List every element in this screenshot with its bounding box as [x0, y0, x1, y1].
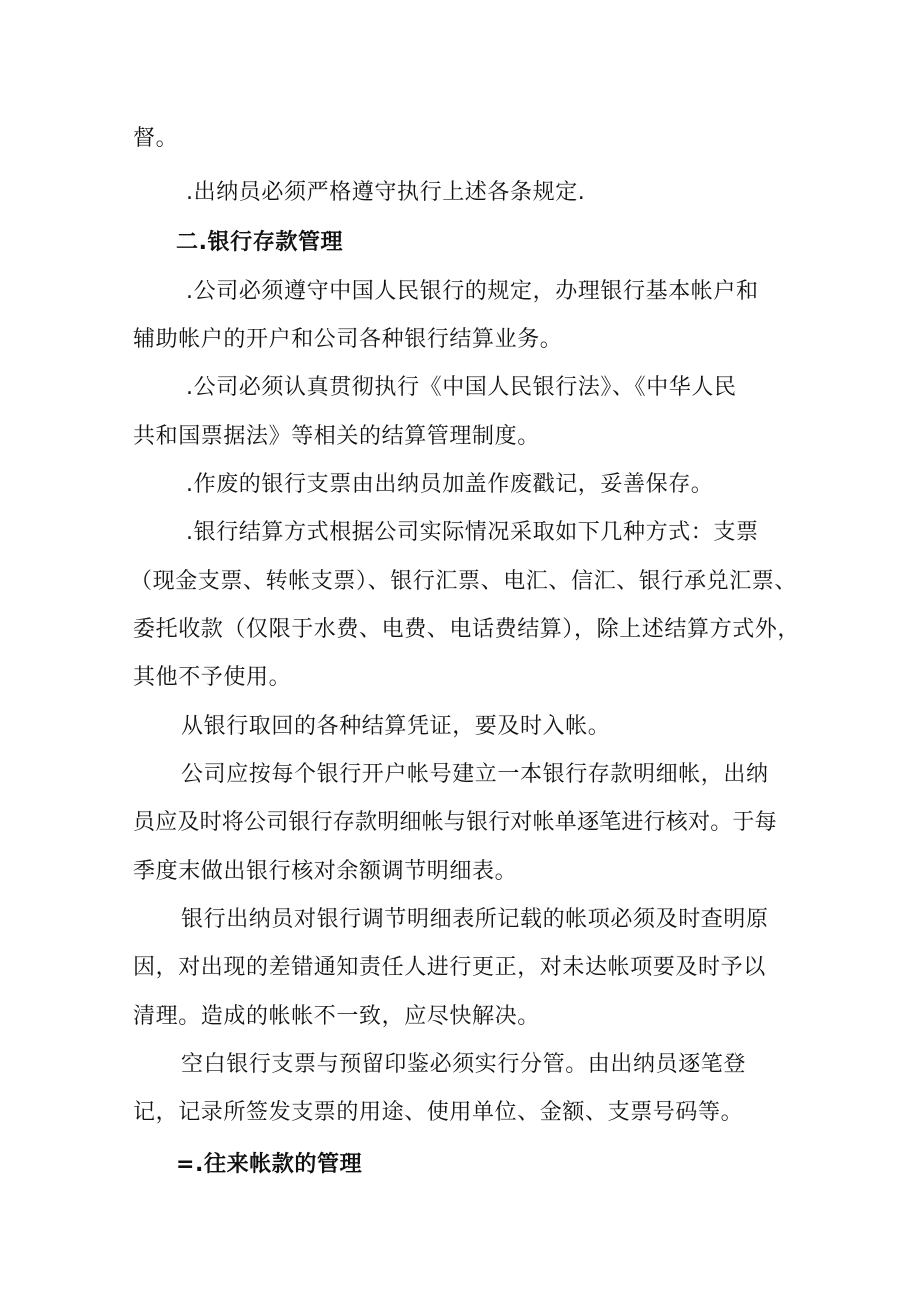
text-line-10: （现金支票、转帐支票）、银行汇票、电汇、信汇、银行承兑汇票、	[130, 569, 798, 594]
text-line-5: 辅助帐户的开户和公司各种银行结算业务。	[133, 327, 563, 352]
text-line-20: 空白银行支票与预留印鉴必须实行分管。由出纳员逐笔登	[181, 1052, 747, 1077]
text-line-15: 员应及时将公司银行存款明细帐与银行对帐单逐笔进行核对。于每	[133, 810, 777, 835]
text-line-8: .作废的银行支票由出纳员加盖作废戳记，妥善保存。	[186, 472, 714, 497]
text-line-4: .公司必须遵守中国人民银行的规定，办理银行基本帐户和	[186, 279, 759, 304]
text-line-14: 公司应按每个银行开户帐号建立一本银行存款明细帐，出纳	[181, 762, 769, 787]
text-line-1: 督。	[133, 126, 179, 151]
text-line-2: .出纳员必须严格遵守执行上述各条规定.	[186, 180, 586, 205]
section-heading-receivables: =.往来帐款的管理	[176, 1152, 363, 1177]
text-line-6: .公司必须认真贯彻执行《中国人民银行法》、《中华人民	[186, 375, 737, 400]
text-line-21: 记，记录所签发支票的用途、使用单位、金额、支票号码等。	[133, 1100, 744, 1125]
text-line-18: 因，对出现的差错通知责任人进行更正，对未达帐项要及时予以	[133, 955, 766, 980]
text-line-17: 银行出纳员对银行调节明细表所记载的帐项必须及时查明原	[181, 907, 769, 932]
section-heading-bank-deposit: 二.银行存款管理	[176, 230, 344, 255]
text-line-16: 季度末做出银行核对余额调节明细表。	[133, 859, 518, 884]
text-line-19: 清理。造成的帐帐不一致，应尽快解决。	[133, 1004, 540, 1029]
text-line-13: 从银行取回的各种结算凭证，要及时入帐。	[181, 714, 611, 739]
text-line-11: 委托收款（仅限于水费、电费、电话费结算），除上述结算方式外，	[133, 617, 801, 642]
text-line-7: 共和国票据法》等相关的结算管理制度。	[133, 424, 540, 449]
text-line-9: .银行结算方式根据公司实际情况采取如下几种方式：支票	[186, 520, 759, 545]
text-line-12: 其他不予使用。	[133, 665, 292, 690]
